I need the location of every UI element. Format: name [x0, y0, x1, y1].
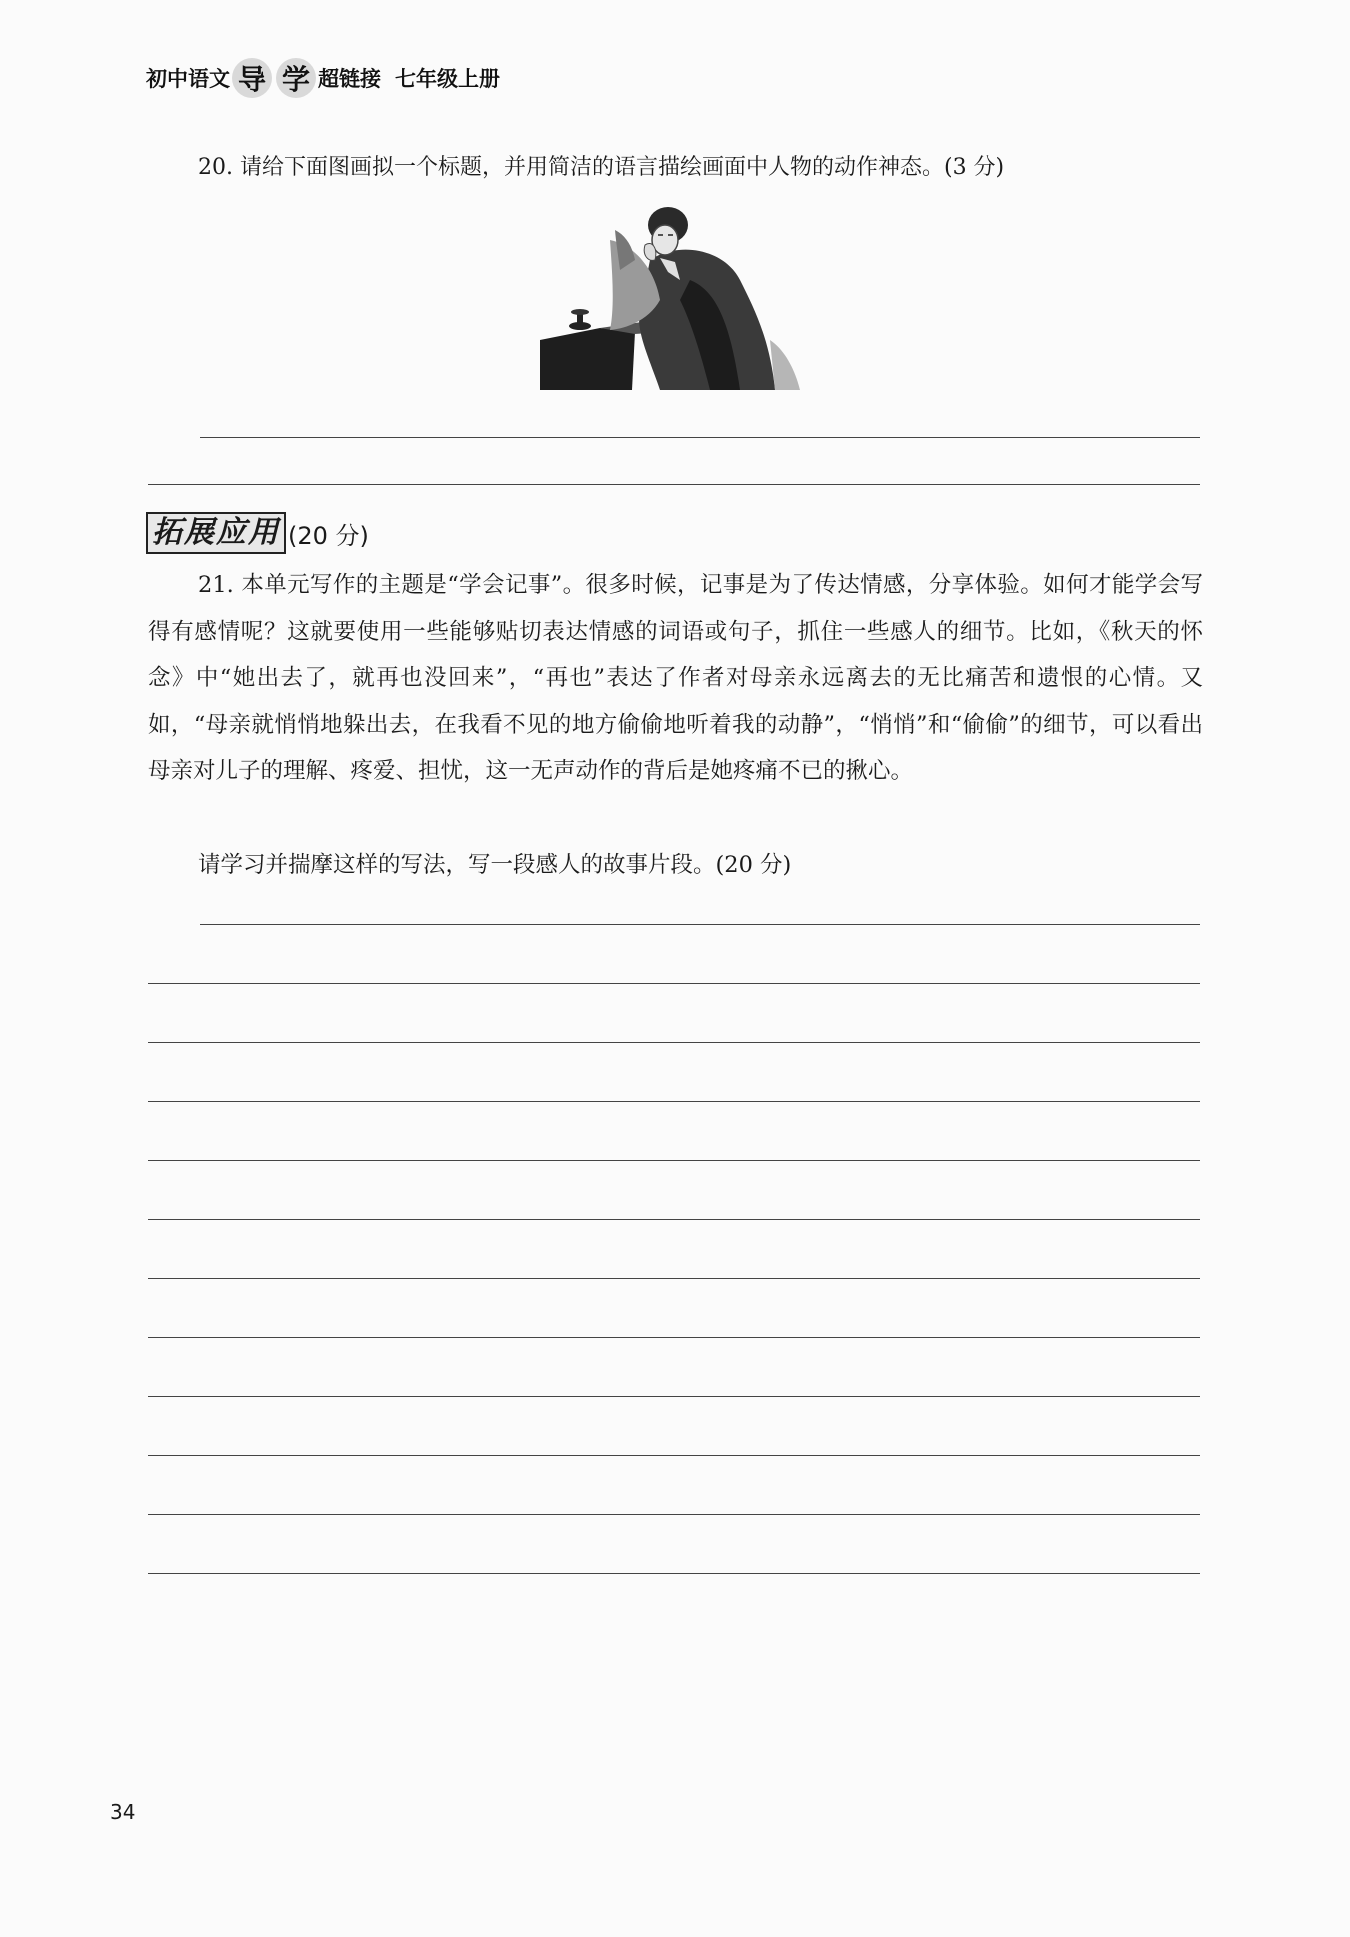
writing-line-2[interactable] — [148, 983, 1200, 984]
section-heading — [146, 512, 369, 554]
series-prefix: 初中语文 — [146, 67, 230, 91]
series-char-dao: 导 — [232, 58, 272, 98]
writing-line-7[interactable] — [148, 1278, 1200, 1279]
series-char-xue: 学 — [276, 58, 316, 98]
writing-line-12[interactable] — [148, 1573, 1200, 1574]
writing-line-9[interactable] — [148, 1396, 1200, 1397]
grade-label: 七年级上册 — [395, 67, 500, 91]
page-number: 34 — [110, 1800, 136, 1824]
section-title: 拓展应用 — [146, 512, 286, 554]
series-suffix: 超链接 — [318, 67, 381, 91]
writing-line-10[interactable] — [148, 1455, 1200, 1456]
writing-line-11[interactable] — [148, 1514, 1200, 1515]
ink-painting-figure — [540, 200, 810, 390]
question-21-instruction: 请学习并揣摩这样的写法，写一段感人的故事片段。(20 分) — [198, 852, 792, 878]
answer-line-20-1[interactable] — [200, 437, 1200, 438]
question-20: 20. 请给下面图画拟一个标题，并用简洁的语言描绘画面中人物的动作神态。(3 分) — [198, 155, 1005, 180]
writing-line-4[interactable] — [148, 1101, 1200, 1102]
writing-line-6[interactable] — [148, 1219, 1200, 1220]
question-21-paragraph: 21. 本单元写作的主题是“学会记事”。很多时候，记事是为了传达情感，分享体验。如何才能学会写得有感情呢？这就要使用一些能够贴切表达情感的词语或句子，抓住一些感人的细节。比如，《秋天的怀念》中“她出去了，就再也没回来”，“再也”表达了作者对母亲永远离去的无比痛苦和遗恨的心情。又如，“母亲就悄悄地躲出去，在我看不见的地方偷偷地听着我的动静”，“悄悄”和“偷偷”的细节，可以看出母亲对儿子的理解、疼爱、担忧，这一无声动作的背后是她疼痛不已的揪心。 — [148, 572, 1203, 784]
writing-line-3[interactable] — [148, 1042, 1200, 1043]
section-score: (20 分) — [288, 522, 369, 550]
writing-line-1[interactable] — [200, 924, 1200, 925]
writing-line-8[interactable] — [148, 1337, 1200, 1338]
answer-line-20-2[interactable] — [148, 484, 1200, 485]
book-header — [146, 58, 500, 98]
writing-line-5[interactable] — [148, 1160, 1200, 1161]
